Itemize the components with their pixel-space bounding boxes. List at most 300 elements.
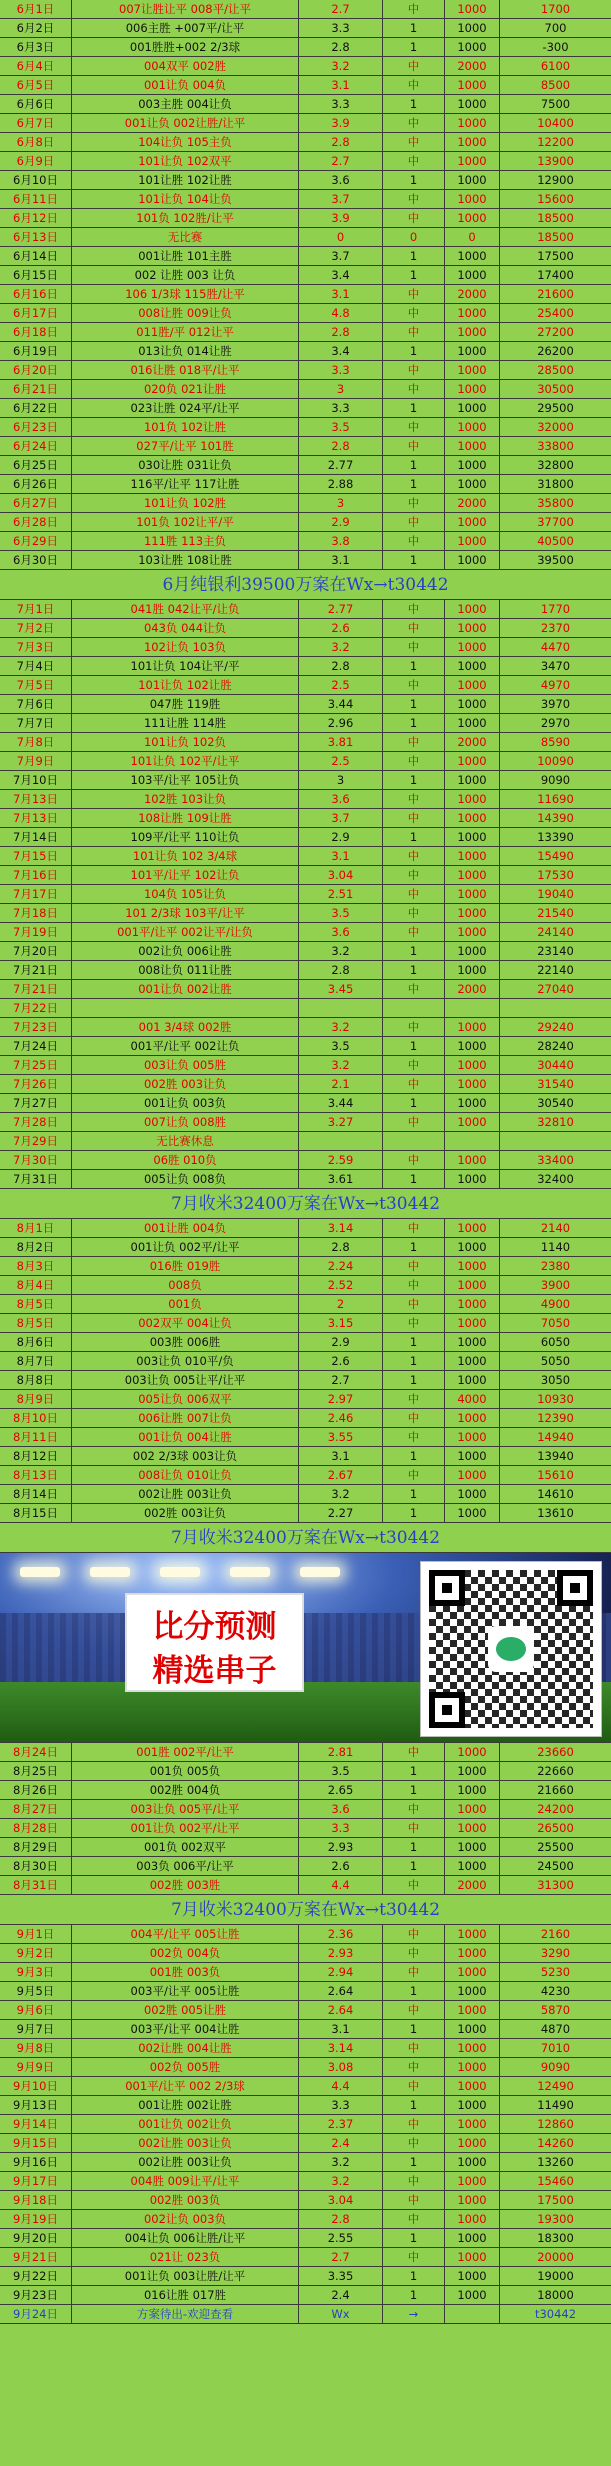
odds-cell: 4.4	[299, 1876, 383, 1894]
odds-cell: 3.3	[299, 19, 383, 37]
date-cell: 6月1日	[0, 0, 72, 18]
balance-cell: 3900	[540, 1278, 571, 1292]
balance-cell: 33400	[537, 1153, 574, 1167]
date-cell: 6月10日	[0, 171, 72, 189]
date-cell: 8月5日	[0, 1314, 72, 1332]
odds-cell: 2.59	[299, 1151, 383, 1169]
picks-cell: 016让胜 017胜	[72, 2286, 299, 2304]
stake-cell: 1000	[445, 323, 500, 341]
picks-cell: 101负 102让胜	[72, 418, 299, 436]
balance-cell: 11490	[537, 2098, 574, 2112]
date-cell: 7月3日	[0, 638, 72, 656]
date-cell: 6月6日	[0, 95, 72, 113]
picks-cell: 101让胜 102让胜	[72, 171, 299, 189]
stake-cell: 1000	[445, 714, 500, 732]
table-row	[0, 2153, 611, 2172]
table-row	[0, 1762, 611, 1781]
stake-cell: 1000	[445, 676, 500, 694]
stake-cell: 1000	[445, 1409, 500, 1427]
result-cell: 中	[383, 380, 445, 398]
table-row	[0, 1333, 611, 1352]
result-cell: 中	[383, 494, 445, 512]
date-cell: 7月17日	[0, 885, 72, 903]
balance-cell: 3470	[540, 659, 571, 673]
table-row	[0, 1781, 611, 1800]
picks-cell: 002让胜 003让负	[72, 1485, 299, 1503]
odds-cell: 3.15	[299, 1314, 383, 1332]
picks-cell	[72, 999, 299, 1017]
date-cell: 6月12日	[0, 209, 72, 227]
stake-cell: 1000	[445, 1075, 500, 1093]
odds-cell: 2.8	[299, 961, 383, 979]
table-row	[0, 399, 611, 418]
date-cell: 6月13日	[0, 228, 72, 246]
odds-cell: 3.6	[299, 923, 383, 941]
picks-cell: 002负 005胜	[72, 2058, 299, 2076]
odds-cell: 2.7	[299, 2248, 383, 2266]
stake-cell: 1000	[445, 475, 500, 493]
floodlight-icon	[20, 1567, 60, 1577]
date-cell: 6月30日	[0, 551, 72, 569]
result-cell: 1	[383, 2096, 445, 2114]
picks-cell: 003主胜 004让负	[72, 95, 299, 113]
table-row	[0, 304, 611, 323]
odds-cell: 3.6	[299, 1800, 383, 1818]
result-cell: 中	[383, 361, 445, 379]
stake-cell: 1000	[445, 437, 500, 455]
stake-cell: 1000	[445, 2172, 500, 2190]
result-cell: 中	[383, 1056, 445, 1074]
picks-cell: 002胜 003负	[72, 2191, 299, 2209]
result-cell: 1	[383, 342, 445, 360]
result-cell: 中	[383, 2134, 445, 2152]
picks-cell: 001负	[72, 1295, 299, 1313]
result-cell: 中	[383, 1018, 445, 1036]
stake-cell: 1000	[445, 2191, 500, 2209]
odds-cell: 2.96	[299, 714, 383, 732]
date-cell: 6月4日	[0, 57, 72, 75]
stake-cell: 2000	[445, 57, 500, 75]
picks-cell: 002让胜 003让负	[72, 2134, 299, 2152]
table-row	[0, 1276, 611, 1295]
odds-cell: 3.14	[299, 1219, 383, 1237]
stake-cell: 1000	[445, 1276, 500, 1294]
result-cell: 1	[383, 657, 445, 675]
table-row	[0, 1963, 611, 1982]
stake-cell: 1000	[445, 657, 500, 675]
stake-cell: 1000	[445, 2058, 500, 2076]
stake-cell: 1000	[445, 1838, 500, 1856]
picks-cell: 002让胜 003让负	[72, 2153, 299, 2171]
result-cell: 中	[383, 133, 445, 151]
result-cell: 1	[383, 2020, 445, 2038]
stake-cell: 1000	[445, 1170, 500, 1188]
date-cell: 7月5日	[0, 676, 72, 694]
stake-cell: 1000	[445, 1819, 500, 1837]
picks-cell: 002让负 006让胜	[72, 942, 299, 960]
stake-cell: 1000	[445, 1428, 500, 1446]
balance-cell: 3970	[540, 697, 571, 711]
table-row	[0, 1094, 611, 1113]
stake-cell: 2000	[445, 494, 500, 512]
picks-cell: 016胜 019胜	[72, 1257, 299, 1275]
table-row	[0, 1409, 611, 1428]
stake-cell: 1000	[445, 961, 500, 979]
stake-cell	[445, 999, 500, 1017]
stake-cell	[445, 1132, 500, 1150]
floodlight-icon	[300, 1567, 340, 1577]
date-cell: 9月24日	[0, 2305, 72, 2323]
table-row	[0, 961, 611, 980]
result-cell: 1	[383, 1447, 445, 1465]
stake-cell: 1000	[445, 114, 500, 132]
result-cell: 1	[383, 771, 445, 789]
promo-line-2: 精选串子	[152, 1653, 277, 1689]
stake-cell: 1000	[445, 1219, 500, 1237]
picks-cell: 016让胜 018平/让平	[72, 361, 299, 379]
odds-cell: 2.65	[299, 1781, 383, 1799]
stake-cell: 1000	[445, 1056, 500, 1074]
stake-cell: 0	[445, 228, 500, 246]
table-row	[0, 57, 611, 76]
picks-cell: 002负 004负	[72, 1944, 299, 1962]
date-cell: 7月31日	[0, 1170, 72, 1188]
balance-cell: -300	[542, 40, 569, 54]
table-row	[0, 600, 611, 619]
date-cell: 7月26日	[0, 1075, 72, 1093]
balance-cell: 12200	[537, 135, 574, 149]
table-row	[0, 980, 611, 999]
stake-cell: 1000	[445, 1037, 500, 1055]
date-cell: 7月13日	[0, 790, 72, 808]
balance-cell: 27200	[537, 325, 574, 339]
result-cell: 1	[383, 714, 445, 732]
result-cell: 中	[383, 209, 445, 227]
date-cell: 8月15日	[0, 1504, 72, 1522]
odds-cell: 3.08	[299, 2058, 383, 2076]
stake-cell: 1000	[445, 152, 500, 170]
date-cell: 6月2日	[0, 19, 72, 37]
table-row	[0, 2115, 611, 2134]
balance-cell: 14260	[537, 2136, 574, 2150]
picks-cell: 103平/让平 105让负	[72, 771, 299, 789]
stake-cell: 1000	[445, 1238, 500, 1256]
table-row	[0, 114, 611, 133]
date-cell: 7月6日	[0, 695, 72, 713]
table-row	[0, 1504, 611, 1523]
balance-cell: 30500	[537, 382, 574, 396]
picks-cell: 003让负 005平/让平	[72, 1800, 299, 1818]
odds-cell: 2.64	[299, 1982, 383, 2000]
picks-cell: 001让负 004负	[72, 76, 299, 94]
picks-cell: 101让负 104让负	[72, 190, 299, 208]
table-row	[0, 456, 611, 475]
balance-cell: 9090	[540, 773, 571, 787]
picks-cell: 043负 044让负	[72, 619, 299, 637]
balance-cell: 28500	[537, 363, 574, 377]
date-cell: 8月1日	[0, 1219, 72, 1237]
stake-cell: 1000	[445, 1743, 500, 1761]
balance-cell: 17530	[537, 868, 574, 882]
date-cell: 6月28日	[0, 513, 72, 531]
result-cell: →	[383, 2305, 445, 2323]
picks-cell: 101让负 102平/让平	[72, 752, 299, 770]
result-cell: 中	[383, 323, 445, 341]
stake-cell: 1000	[445, 247, 500, 265]
result-cell: 中	[383, 1314, 445, 1332]
date-cell: 7月24日	[0, 1037, 72, 1055]
balance-cell: 22660	[537, 1764, 574, 1778]
result-cell: 中	[383, 1800, 445, 1818]
result-cell: 中	[383, 152, 445, 170]
odds-cell: 2.9	[299, 828, 383, 846]
balance-cell: 13390	[537, 830, 574, 844]
odds-cell: 3.2	[299, 942, 383, 960]
table-row	[0, 828, 611, 847]
stake-cell: 1000	[445, 513, 500, 531]
result-cell: 1	[383, 2229, 445, 2247]
date-cell: 7月9日	[0, 752, 72, 770]
balance-cell: 30440	[537, 1058, 574, 1072]
picks-cell: 101让负 102 3/4球	[72, 847, 299, 865]
stake-cell: 1000	[445, 380, 500, 398]
stake-cell: 1000	[445, 190, 500, 208]
balance-cell: 14610	[537, 1487, 574, 1501]
balance-cell: 6100	[540, 59, 571, 73]
odds-cell: 3.3	[299, 361, 383, 379]
date-cell: 6月17日	[0, 304, 72, 322]
odds-cell: 3.1	[299, 847, 383, 865]
odds-cell: 3.04	[299, 866, 383, 884]
table-row	[0, 1428, 611, 1447]
date-cell: 7月27日	[0, 1094, 72, 1112]
result-cell: 1	[383, 475, 445, 493]
picks-cell: 004双平 002胜	[72, 57, 299, 75]
balance-cell: 1140	[540, 1240, 571, 1254]
balance-cell: 19040	[537, 887, 574, 901]
balance-cell: 8500	[540, 78, 571, 92]
table-row	[0, 771, 611, 790]
result-cell: 1	[383, 247, 445, 265]
picks-cell: 002胜 003让负	[72, 1504, 299, 1522]
table-row	[0, 999, 611, 1018]
odds-cell: 2.5	[299, 676, 383, 694]
odds-cell	[299, 1132, 383, 1150]
table-row	[0, 695, 611, 714]
picks-cell: 005让负 006双平	[72, 1390, 299, 1408]
wechat-qr-code[interactable]	[420, 1561, 602, 1737]
stake-cell: 1000	[445, 1944, 500, 1962]
odds-cell: 2.77	[299, 456, 383, 474]
floodlight-icon	[230, 1567, 270, 1577]
result-cell: 中	[383, 513, 445, 531]
picks-cell: 021让 023负	[72, 2248, 299, 2266]
balance-cell: 6050	[540, 1335, 571, 1349]
date-cell: 8月7日	[0, 1352, 72, 1370]
result-cell: 中	[383, 923, 445, 941]
result-cell: 中	[383, 733, 445, 751]
balance-cell: 25500	[537, 1840, 574, 1854]
stake-cell: 1000	[445, 2096, 500, 2114]
balance-cell: 25400	[537, 306, 574, 320]
balance-cell	[500, 1132, 611, 1150]
picks-cell: 002胜 003胜	[72, 1876, 299, 1894]
picks-cell: 047胜 119胜	[72, 695, 299, 713]
balance-cell: 24500	[537, 1859, 574, 1873]
date-cell: 8月29日	[0, 1838, 72, 1856]
picks-cell: 002胜 005让胜	[72, 2001, 299, 2019]
picks-cell: 001让负 002让胜/让平	[72, 114, 299, 132]
odds-cell: 3.5	[299, 1037, 383, 1055]
result-cell: 中	[383, 847, 445, 865]
picks-cell: 030让胜 031让负	[72, 456, 299, 474]
picks-cell: 003让负 010平/负	[72, 1352, 299, 1370]
promo-title-box	[125, 1593, 304, 1692]
stake-cell: 1000	[445, 1371, 500, 1389]
table-row	[0, 676, 611, 695]
odds-cell: 3.5	[299, 1762, 383, 1780]
stake-cell: 1000	[445, 1762, 500, 1780]
balance-cell: 20000	[537, 2250, 574, 2264]
picks-cell: 002 2/3球 003让负	[72, 1447, 299, 1465]
table-row	[0, 513, 611, 532]
stake-cell: 1000	[445, 1447, 500, 1465]
balance-cell: 2370	[540, 621, 571, 635]
date-cell: 9月8日	[0, 2039, 72, 2057]
stake-cell: 1000	[445, 2020, 500, 2038]
result-cell: 中	[383, 1113, 445, 1131]
date-cell: 8月6日	[0, 1333, 72, 1351]
odds-cell: 3.3	[299, 2096, 383, 2114]
odds-cell: 2.8	[299, 657, 383, 675]
table-row	[0, 733, 611, 752]
table-row	[0, 1819, 611, 1838]
result-cell: 1	[383, 1352, 445, 1370]
date-cell: 7月30日	[0, 1151, 72, 1169]
stake-cell: 1000	[445, 361, 500, 379]
result-cell: 中	[383, 1428, 445, 1446]
result-cell: 中	[383, 2039, 445, 2057]
picks-cell: 101平/让平 102让负	[72, 866, 299, 884]
stake-cell: 1000	[445, 1333, 500, 1351]
result-cell: 中	[383, 638, 445, 656]
balance-cell: 13260	[537, 2155, 574, 2169]
odds-cell: 3.2	[299, 1485, 383, 1503]
stake-cell: 1000	[445, 1295, 500, 1313]
date-cell: 8月25日	[0, 1762, 72, 1780]
balance-cell: 4900	[540, 1297, 571, 1311]
odds-cell: 3.2	[299, 2172, 383, 2190]
odds-cell: 3.35	[299, 2267, 383, 2285]
odds-cell: 3.04	[299, 2191, 383, 2209]
balance-cell: 28240	[537, 1039, 574, 1053]
result-cell: 中	[383, 285, 445, 303]
stake-cell: 1000	[445, 2039, 500, 2057]
odds-cell: 3.9	[299, 209, 383, 227]
odds-cell: 3.81	[299, 733, 383, 751]
result-cell	[383, 1132, 445, 1150]
odds-cell: 3.7	[299, 247, 383, 265]
date-cell: 6月18日	[0, 323, 72, 341]
balance-cell: 33800	[537, 439, 574, 453]
picks-cell: 002胜 003让负	[72, 1075, 299, 1093]
stake-cell: 1000	[445, 2248, 500, 2266]
balance-cell: 12900	[537, 173, 574, 187]
odds-cell: 4.8	[299, 304, 383, 322]
table-row	[0, 380, 611, 399]
picks-cell: 101让负 104让平/平	[72, 657, 299, 675]
stake-cell: 1000	[445, 1800, 500, 1818]
picks-cell: 101让负 102负	[72, 733, 299, 751]
result-cell: 中	[383, 2077, 445, 2095]
table-row	[0, 1466, 611, 1485]
balance-cell: 18500	[537, 230, 574, 244]
stake-cell: 1000	[445, 76, 500, 94]
picks-cell: 007让负 008胜	[72, 1113, 299, 1131]
date-cell: 9月1日	[0, 1925, 72, 1943]
balance-cell: 31540	[537, 1077, 574, 1091]
stake-cell: 2000	[445, 980, 500, 998]
date-cell: 8月10日	[0, 1409, 72, 1427]
table-row	[0, 285, 611, 304]
table-row	[0, 847, 611, 866]
result-cell: 中	[383, 1257, 445, 1275]
table-row	[0, 904, 611, 923]
date-cell: 8月26日	[0, 1781, 72, 1799]
odds-cell: 2	[299, 1295, 383, 1313]
date-cell: 9月7日	[0, 2020, 72, 2038]
picks-cell: 101负 102胜/让平	[72, 209, 299, 227]
picks-cell: 108让胜 109让胜	[72, 809, 299, 827]
odds-cell	[299, 999, 383, 1017]
result-cell: 中	[383, 2115, 445, 2133]
picks-cell: 001负 005负	[72, 1762, 299, 1780]
balance-cell: 2160	[540, 1927, 571, 1941]
result-cell: 1	[383, 1094, 445, 1112]
result-cell: 中	[383, 676, 445, 694]
balance-cell: 40500	[537, 534, 574, 548]
date-cell: 6月25日	[0, 456, 72, 474]
stake-cell: 1000	[445, 1257, 500, 1275]
result-cell: 1	[383, 38, 445, 56]
balance-cell: 10090	[537, 754, 574, 768]
stake-cell: 1000	[445, 1314, 500, 1332]
table-row	[0, 1800, 611, 1819]
result-cell: 1	[383, 828, 445, 846]
odds-cell: 2.88	[299, 475, 383, 493]
date-cell: 8月28日	[0, 1819, 72, 1837]
table-row	[0, 2248, 611, 2267]
table-row	[0, 1876, 611, 1895]
balance-cell: 30540	[537, 1096, 574, 1110]
odds-cell: 3.44	[299, 695, 383, 713]
result-cell: 中	[383, 1944, 445, 1962]
odds-cell: 0	[299, 228, 383, 246]
date-cell: 8月31日	[0, 1876, 72, 1894]
date-cell: 6月3日	[0, 38, 72, 56]
stake-cell: 1000	[445, 638, 500, 656]
odds-cell: 3.1	[299, 285, 383, 303]
balance-cell: 2970	[540, 716, 571, 730]
result-cell: 中	[383, 2001, 445, 2019]
table-row	[0, 923, 611, 942]
stake-cell: 1000	[445, 1094, 500, 1112]
date-cell: 6月27日	[0, 494, 72, 512]
result-cell: 中	[383, 1075, 445, 1093]
table-row	[0, 790, 611, 809]
picks-cell: 002双平 004让负	[72, 1314, 299, 1332]
balance-cell: 2140	[540, 1221, 571, 1235]
